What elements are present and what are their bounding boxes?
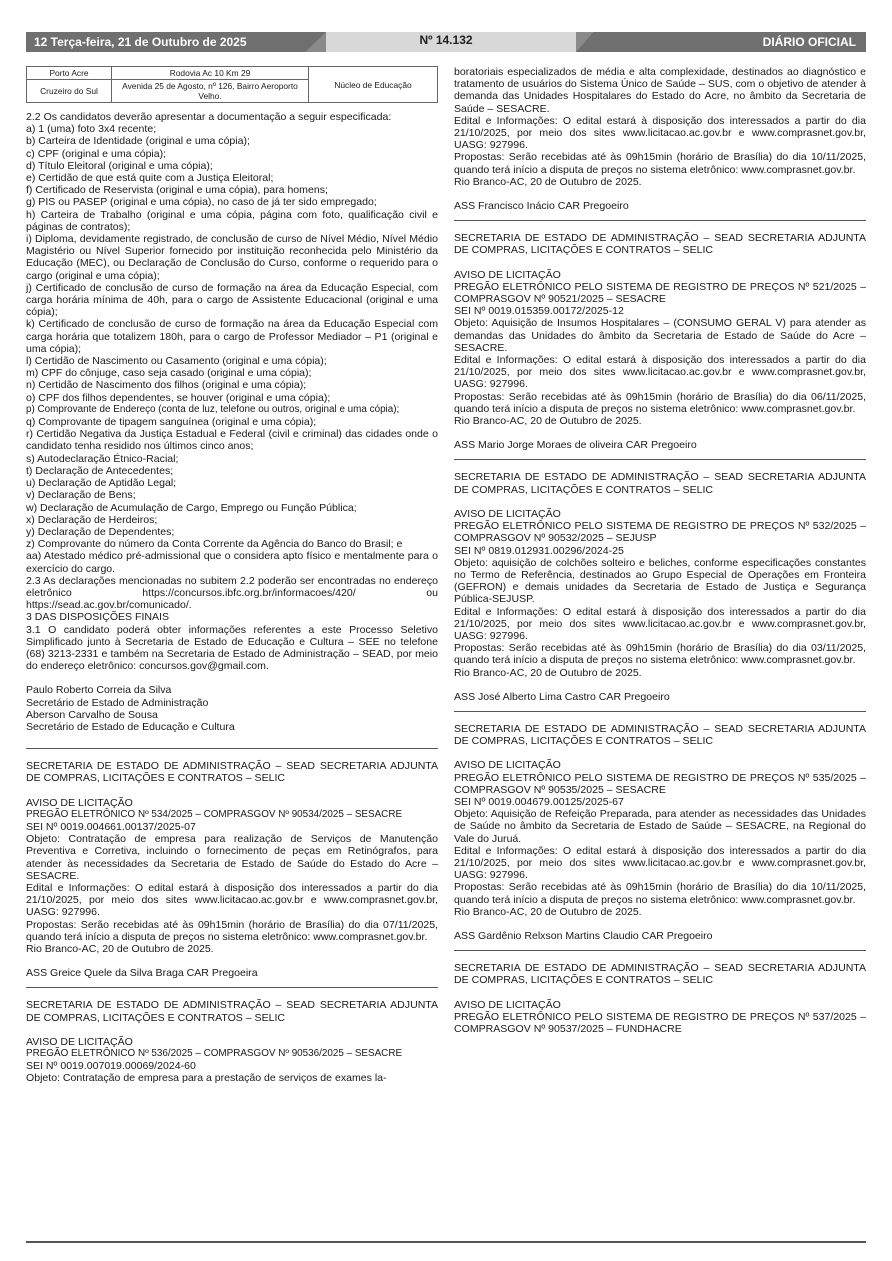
notice-edital: Edital e Informações: O edital estará à disposição dos interessados a partir do dia 21/10/2025, por meio dos sites www.licitacao.ac.gov.br e www.comprasnet.gov.br, UASG: 927996.	[454, 354, 866, 391]
list-item: p) Comprovante de Endereço (conta de luz, telefone ou outros, original e uma cópia);	[26, 403, 400, 415]
notice-534	[26, 760, 438, 979]
notice-local: Rio Branco-AC, 20 de Outubro de 2025.	[26, 943, 214, 955]
signatory-name: Paulo Roberto Correia da Silva	[26, 684, 172, 697]
notice-signature: ASS Gardênio Relxson Martins Claudio CAR Pregoeiro	[454, 929, 713, 942]
list-item: l) Certidão de Nascimento ou Casamento (original e uma cópia);	[26, 355, 327, 368]
notice-propostas: Propostas: Serão recebidas até às 09h15min (horário de Brasília) do dia 10/11/2025, quando terá início a disputa de preços no sistema eletrônico: www.comprasnet.gov.br.	[454, 881, 866, 906]
list-item: b) Carteira de Identidade (original e uma cópia);	[26, 135, 250, 148]
signatory-role: Secretário de Estado de Educação e Cultura	[26, 720, 235, 733]
notice-edital: Edital e Informações: O edital estará à disposição dos interessados a partir do dia 21/10/2025, por meio dos sites www.licitacao.ac.gov.br e www.comprasnet.gov.br, UASG: 927996.	[26, 881, 438, 919]
table-cell: Núcleo de Educação	[309, 67, 438, 103]
list-item: j) Certificado de conclusão de curso de formação na área da Educação Especial, com carga horária mínima de 40h, para o cargo de Assistente Educacional (original e uma cópia);	[26, 281, 438, 319]
notice-pregao: PREGÃO ELETRÔNICO PELO SISTEMA DE REGISTRO DE PREÇOS Nº 532/2025 – COMPRASGOV Nº 90532/2025 – SEJUSP	[454, 520, 866, 545]
page-number-date: 12 Terça-feira, 21 de Outubro de 2025	[34, 35, 247, 49]
list-item: 2.3 As declarações mencionadas no subitem 2.2 poderão ser encontradas no endereço eletrônico https://concursos.ibfc.org.br/informacoes/420/ ou https://sead.ac.gov.br/comunicado/.	[26, 574, 438, 612]
notice-536	[26, 999, 438, 1084]
list-item: k) Certificado de conclusão de curso de formação na área da Educação Especial com carga horária que totalizem 180h, para o cargo de Professor Mediador – P1 (original e uma cópia);	[26, 318, 438, 355]
notice-signature: ASS Mario Jorge Moraes de oliveira CAR Pregoeiro	[454, 439, 697, 452]
notice-532	[454, 471, 866, 702]
notice-objeto: Objeto: Contratação de empresa para a prestação de serviços de exames la-	[26, 1072, 387, 1085]
notice-objeto: Objeto: Aquisição de Refeição Preparada, para atender as necessidades das Unidades de Saúde no âmbito da Secretaria de Estado de Saúde – SESACRE, na Regional do Vale do Juruá.	[454, 808, 866, 845]
right-column	[454, 66, 866, 1035]
notice-org: SECRETARIA DE ESTADO DE ADMINISTRAÇÃO – SEAD SECRETARIA ADJUNTA DE COMPRAS, LICITAÇÕES E CONTRATOS – SELIC	[26, 760, 438, 785]
notice-edital: Edital e Informações: O edital estará à disposição dos interessados a partir do dia 21/10/2025, por meio dos sites www.licitacao.ac.gov.br e www.comprasnet.gov.br, UASG: 927996.	[454, 605, 866, 642]
notice-pregao: PREGÃO ELETRÔNICO PELO SISTEMA DE REGISTRO DE PREÇOS Nº 537/2025 – COMPRASGOV Nº 90537/2025 – FUNDHACRE	[454, 1010, 866, 1035]
divider	[26, 987, 438, 988]
list-item: q) Comprovante de tipagem sanguínea (original e uma cópia);	[26, 416, 317, 429]
table-cell: Avenida 25 de Agosto, nº 126, Bairro Aeroporto Velho.	[112, 80, 309, 103]
notice-signature: ASS Francisco Inácio CAR Pregoeiro	[454, 200, 629, 213]
list-item: d) Título Eleitoral (original e uma cópia);	[26, 159, 213, 172]
list-item: x) Declaração de Herdeiros;	[26, 513, 158, 526]
list-item: t) Declaração de Antecedentes;	[26, 464, 174, 477]
notice-title: AVISO DE LICITAÇÃO	[26, 796, 133, 809]
divider	[454, 950, 866, 951]
page-header	[26, 32, 866, 52]
notice-sei: SEI Nº 0019.007019.00069/2024-60	[26, 1060, 196, 1073]
notice-sei: SEI Nº 0019.004661.00137/2025-07	[26, 820, 196, 833]
list-item: w) Declaração de Acumulação de Cargo, Emprego ou Função Pública;	[26, 501, 357, 514]
section-heading: 3.1 O candidato poderá obter informações referentes a este Processo Seletivo Simplificado junto à Secretaria de Estado de Educação e Cultura – SEE no telefone (68) 3213-2331 e também na Secretaria de Estado de Administração – SEAD, por meio do endereço eletrônico: concursos.gov@gmail.com.	[26, 623, 438, 673]
locations-table	[26, 66, 438, 103]
list-item: 2.2 Os candidatos deverão apresentar a documentação a seguir especificada:	[26, 111, 392, 123]
list-item: c) CPF (original e uma cópia);	[26, 147, 167, 160]
edition-number: Nº 14.132	[419, 33, 473, 47]
table-cell: Rodovia Ac 10 Km 29	[112, 67, 309, 80]
notice-title: AVISO DE LICITAÇÃO	[454, 507, 561, 520]
list-item: g) PIS ou PASEP (original e uma cópia), no caso de já ter sido empregado;	[26, 196, 377, 209]
signatures-block	[26, 684, 438, 733]
list-item: 3 DAS DISPOSIÇÕES FINAIS	[26, 611, 170, 624]
notice-propostas: Propostas: Serão recebidas até às 09h15min (horário de Brasília) do dia 06/11/2025, quando terá início a disputa de preços no sistema eletrônico: www.comprasnet.gov.br.	[454, 390, 866, 415]
notice-objeto: Objeto: aquisição de colchões solteiro e beliches, conforme especificações constantes no Termo de Referência, destinados ao Grupo Especial de Operações em Fronteira (GEFRON) e demais unidades da Secretaria de Estado de Justiça e Segurança Pública-SEJUSP.	[454, 556, 866, 606]
signatory-role: Secretário de Estado de Administração	[26, 696, 209, 709]
notice-objeto: Objeto: Aquisição de Insumos Hospitalares – (CONSUMO GERAL V) para atender as demandas das Unidades do âmbito da Secretaria de Estado de Saúde do Acre – SESACRE.	[454, 317, 866, 354]
list-item: n) Certidão de Nascimento dos filhos (original e uma cópia);	[26, 379, 307, 392]
notice-sei: SEI Nº 0019.004679.00125/2025-67	[454, 795, 624, 808]
notice-org: SECRETARIA DE ESTADO DE ADMINISTRAÇÃO – SEAD SECRETARIA ADJUNTA DE COMPRAS, LICITAÇÕES E CONTRATOS – SELIC	[454, 962, 866, 987]
notice-536-continued	[454, 66, 866, 212]
left-column	[26, 66, 438, 1085]
notice-pregao: PREGÃO ELETRÔNICO PELO SISTEMA DE REGISTRO DE PREÇOS Nº 521/2025 – COMPRASGOV Nº 90521/2025 – SESACRE	[454, 280, 866, 306]
publication-title: DIÁRIO OFICIAL	[762, 35, 856, 49]
list-item: e) Certidão de que está quite com a Justiça Eleitoral;	[26, 172, 274, 185]
notice-pregao: PREGÃO ELETRÔNICO Nº 534/2025 – COMPRASGOV Nº 90534/2025 – SESACRE	[26, 808, 403, 820]
list-item: r) Certidão Negativa da Justiça Estadual e Federal (civil e criminal) das cidades onde o candidato tenha residido nos últimos cinco anos;	[26, 428, 438, 453]
notice-pregao: PREGÃO ELETRÔNICO Nº 536/2025 – COMPRASGOV Nº 90536/2025 – SESACRE	[26, 1048, 403, 1060]
notice-local: Rio Branco-AC, 20 de Outubro de 2025.	[454, 175, 642, 188]
divider	[26, 748, 438, 749]
notice-propostas: Propostas: Serão recebidas até às 09h15min (horário de Brasília) do dia 03/11/2025, quando terá início a disputa de preços no sistema eletrônico: www.comprasnet.gov.br.	[454, 642, 866, 667]
notice-edital: Edital e Informações: O edital estará à disposição dos interessados a partir do dia 21/10/2025, por meio dos sites www.licitacao.ac.gov.br e www.comprasnet.gov.br, UASG: 927996.	[454, 844, 866, 882]
table-row	[27, 67, 438, 80]
notice-propostas: Propostas: Serão recebidas até às 09h15min (horário de Brasília) do dia 07/11/2025, quando terá início a disputa de preços no sistema eletrônico: www.comprasnet.gov.br.	[26, 918, 438, 943]
divider	[454, 459, 866, 460]
notice-propostas: Propostas: Serão recebidas até às 09h15min (horário de Brasília) do dia 10/11/2025, quando terá início a disputa de preços no sistema eletrônico: www.comprasnet.gov.br.	[454, 151, 866, 176]
list-item: z) Comprovante do número da Conta Corrente da Agência do Banco do Brasil; e	[26, 538, 403, 551]
list-item: u) Declaração de Aptidão Legal;	[26, 477, 177, 490]
list-item: v) Declaração de Bens;	[26, 489, 136, 502]
notice-title: AVISO DE LICITAÇÃO	[454, 268, 561, 281]
notice-org: SECRETARIA DE ESTADO DE ADMINISTRAÇÃO – SEAD SECRETARIA ADJUNTA DE COMPRAS, LICITAÇÕES E CONTRATOS – SELIC	[26, 999, 438, 1024]
table-cell: Cruzeiro do Sul	[27, 80, 112, 103]
notice-title: AVISO DE LICITAÇÃO	[454, 759, 561, 772]
notice-edital: Edital e Informações: O edital estará à disposição dos interessados a partir do dia 21/10/2025, por meio dos sites www.licitacao.ac.gov.br e www.comprasnet.gov.br, UASG: 927996.	[454, 114, 866, 152]
notice-local: Rio Branco-AC, 20 de Outubro de 2025.	[454, 666, 642, 679]
divider	[454, 711, 866, 712]
notice-objeto: Objeto: Contratação de empresa para realização de Serviços de Manutenção Preventiva e Corretiva, incluindo o fornecimento de peças em Retinógrafos, para atender às necessidades da Secretaria de Estado de Saúde do Estado do Acre – SESACRE.	[26, 833, 438, 882]
notice-sei: SEI Nº 0019.015359.00172/2025-12	[454, 305, 624, 318]
notice-org: SECRETARIA DE ESTADO DE ADMINISTRAÇÃO – SEAD SECRETARIA ADJUNTA DE COMPRAS, LICITAÇÕES E CONTRATOS – SELIC	[454, 471, 866, 496]
notice-objeto: boratoriais especializados de média e alta complexidade, destinados ao diagnóstico e tratamento de usuários do Sistema Único de Saúde – SUS, com o objetivo de atender à demanda das Unidades Hospitalares do Estado do Acre, no âmbito da Secretaria de Saúde – SESACRE.	[454, 66, 866, 115]
notice-org: SECRETARIA DE ESTADO DE ADMINISTRAÇÃO – SEAD SECRETARIA ADJUNTA DE COMPRAS, LICITAÇÕES E CONTRATOS – SELIC	[454, 232, 866, 257]
list-item: f) Certificado de Reservista (original e uma cópia), para homens;	[26, 184, 328, 197]
list-item: o) CPF dos filhos dependentes, se houver (original e uma cópia);	[26, 391, 331, 404]
notice-local: Rio Branco-AC, 20 de Outubro de 2025.	[454, 415, 642, 428]
list-item: s) Autodeclaração Étnico-Racial;	[26, 452, 179, 465]
notice-title: AVISO DE LICITAÇÃO	[26, 1035, 133, 1048]
documentation-list	[26, 111, 438, 672]
notice-sei: SEI Nº 0819.012931.00296/2024-25	[454, 544, 624, 557]
list-item: aa) Atestado médico pré-admissional que o considera apto físico e mentalmente para o exercício do cargo.	[26, 550, 438, 575]
signatory-name: Aberson Carvalho de Sousa	[26, 708, 158, 721]
notice-537	[454, 962, 866, 1035]
notice-521	[454, 232, 866, 451]
list-item: h) Carteira de Trabalho (original e uma cópia, página com foto, qualificação civil e páginas de contratos);	[26, 208, 438, 233]
bottom-rule	[26, 1241, 866, 1243]
notice-535	[454, 723, 866, 942]
list-item: a) 1 (uma) foto 3x4 recente;	[26, 123, 157, 136]
table-cell: Porto Acre	[27, 67, 112, 80]
list-item: y) Declaração de Dependentes;	[26, 525, 175, 538]
notice-signature: ASS José Alberto Lima Castro CAR Pregoeiro	[454, 690, 670, 703]
notice-local: Rio Branco-AC, 20 de Outubro de 2025.	[454, 905, 642, 918]
list-item: i) Diploma, devidamente registrado, de conclusão de curso de Nível Médio, Nível Médio Magistério ou Nível Superior fornecido por instituição reconhecida pelo Ministério da Educação (MEC), ou Declaração de Conclusão do Curso, conforme o requerido para o cargo (original e uma cópia);	[26, 233, 438, 282]
divider	[454, 220, 866, 221]
notice-org: SECRETARIA DE ESTADO DE ADMINISTRAÇÃO – SEAD SECRETARIA ADJUNTA DE COMPRAS, LICITAÇÕES E CONTRATOS – SELIC	[454, 722, 866, 748]
notice-title: AVISO DE LICITAÇÃO	[454, 998, 561, 1011]
list-item: m) CPF do cônjuge, caso seja casado (original e uma cópia);	[26, 367, 312, 380]
notice-pregao: PREGÃO ELETRÔNICO PELO SISTEMA DE REGISTRO DE PREÇOS Nº 535/2025 – COMPRASGOV Nº 90535/2025 – SESACRE	[454, 771, 866, 796]
notice-signature: ASS Greice Quele da Silva Braga CAR Pregoeira	[26, 967, 258, 980]
